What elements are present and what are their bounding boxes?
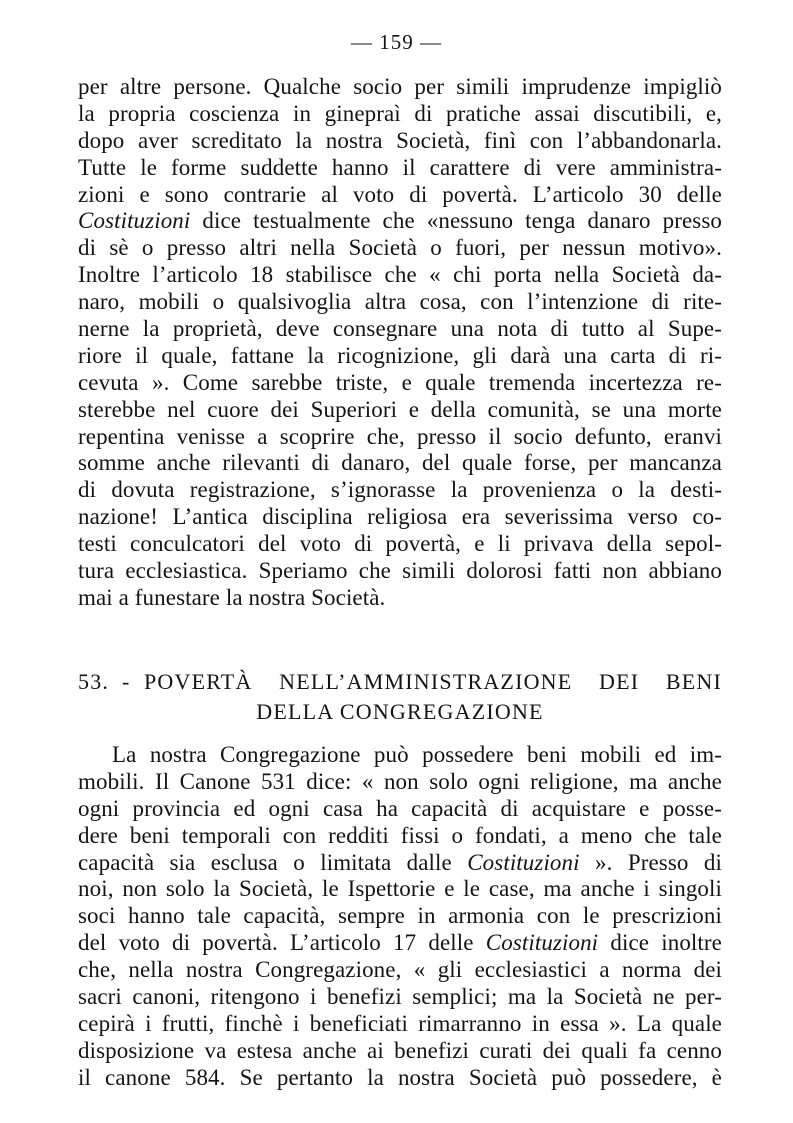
text-line: sterebbe nel cuore dei Superiori e della comunità, se una morte xyxy=(78,396,722,422)
section-title-line-2: DELLA CONGREGAZIONE xyxy=(256,699,544,724)
text-line: dopo aver screditato la nostra Società, finì con l’abbandonarla. xyxy=(78,127,722,153)
italic-word: Costituzioni xyxy=(485,930,599,956)
text-line: noi, non solo la Società, le Ispettorie e le case, ma anche i singoli xyxy=(78,876,722,902)
text-line: sacri canoni, ritengono i benefizi semplici; ma la Società ne per- xyxy=(78,984,722,1010)
text-fragment: ». Presso di xyxy=(579,849,722,875)
text-line: dere beni temporali con redditi fissi o fondati, a meno che tale xyxy=(78,822,722,848)
text-line: soci hanno tale capacità, sempre in armonia con le prescrizioni xyxy=(78,903,722,929)
text-line: la propria coscienza in ginepraì di pratiche assai discutibili, e, xyxy=(78,100,722,126)
text-line xyxy=(78,208,722,235)
text-line: di sè o presso altri nella Società o fuori, per nessun motivo». xyxy=(78,235,722,261)
text-line: che, nella nostra Congregazione, « gli ecclesiastici a norma dei xyxy=(78,957,722,983)
text-line: ogni provincia ed ogni casa ha capacità di acquistare e posse- xyxy=(78,795,722,821)
text-fragment: dice inoltre xyxy=(598,930,722,956)
paragraph-congregation-goods xyxy=(78,742,722,1092)
text-line xyxy=(78,930,722,957)
page-number: — 159 — xyxy=(351,30,442,54)
text-line: per altre persone. Qualche socio per simili imprudenze impigliò xyxy=(78,74,722,99)
section-dash: - xyxy=(122,669,131,694)
italic-word: Costituzioni xyxy=(78,208,191,234)
text-line: somme anche rilevanti di danaro, del quale forse, per mancanza xyxy=(78,450,722,476)
text-line: testi conculcatori del voto di povertà, e li privava della sepol- xyxy=(78,531,722,557)
text-line: tura ecclesiastica. Speriamo che simili dolorosi fatti non abbiano xyxy=(78,558,722,584)
text-line xyxy=(78,850,722,877)
text-line: Tutte le forme suddette hanno il carattere di vere amministra- xyxy=(78,154,722,180)
text-line: mai a funestare la nostra Società. xyxy=(78,584,386,610)
italic-word: Costituzioni xyxy=(467,849,580,875)
section-heading-line-1 xyxy=(78,668,722,696)
text-line: riore il quale, fattane la ricognizione, gli darà una carta di ri- xyxy=(78,342,722,368)
text-line: naro, mobili o qualsivoglia altra cosa, con l’intenzione di rite- xyxy=(78,289,722,315)
text-line: cevuta ». Come sarebbe triste, e quale tremenda incertezza re- xyxy=(78,369,722,395)
text-line: cepirà i frutti, finchè i beneficiati rimarranno in essa ». La quale xyxy=(78,1010,722,1036)
text-line: disposizione va estesa anche ai benefizi curati dei quali fa cenno xyxy=(78,1037,722,1063)
paragraph-poverty-continued xyxy=(78,74,722,612)
text-line: repentina venisse a scoprire che, presso il socio defunto, eranvi xyxy=(78,423,722,449)
text-fragment: del voto di povertà. L’articolo 17 delle xyxy=(78,930,486,956)
text-fragment: dice testualmente che «nessuno tenga danaro presso xyxy=(190,208,722,234)
text-line: di dovuta registrazione, s’ignorasse la provenienza o la desti- xyxy=(78,477,722,503)
text-line: zioni e sono contrarie al voto di povertà. L’articolo 30 delle xyxy=(78,181,722,207)
text-line: Inoltre l’articolo 18 stabilisce che « chi porta nella Società da- xyxy=(78,262,722,288)
text-line: nazione! L’antica disciplina religiosa era severissima verso co- xyxy=(78,504,722,530)
text-line: nerne la proprietà, deve consegnare una nota di tutto al Supe- xyxy=(78,316,722,342)
section-title-line-1: POVERTÀ NELL’AMMINISTRAZIONE DEI BENI xyxy=(144,669,722,694)
section-number: 53. xyxy=(78,669,110,694)
text-line: La nostra Congregazione può possedere beni mobili ed im- xyxy=(112,742,722,767)
text-line: mobili. Il Canone 531 dice: « non solo ogni religione, ma anche xyxy=(78,768,722,794)
text-line: il canone 584. Se pertanto la nostra Società può possedere, è xyxy=(78,1064,722,1090)
text-fragment: capacità sia esclusa o limitata dalle xyxy=(78,849,468,875)
